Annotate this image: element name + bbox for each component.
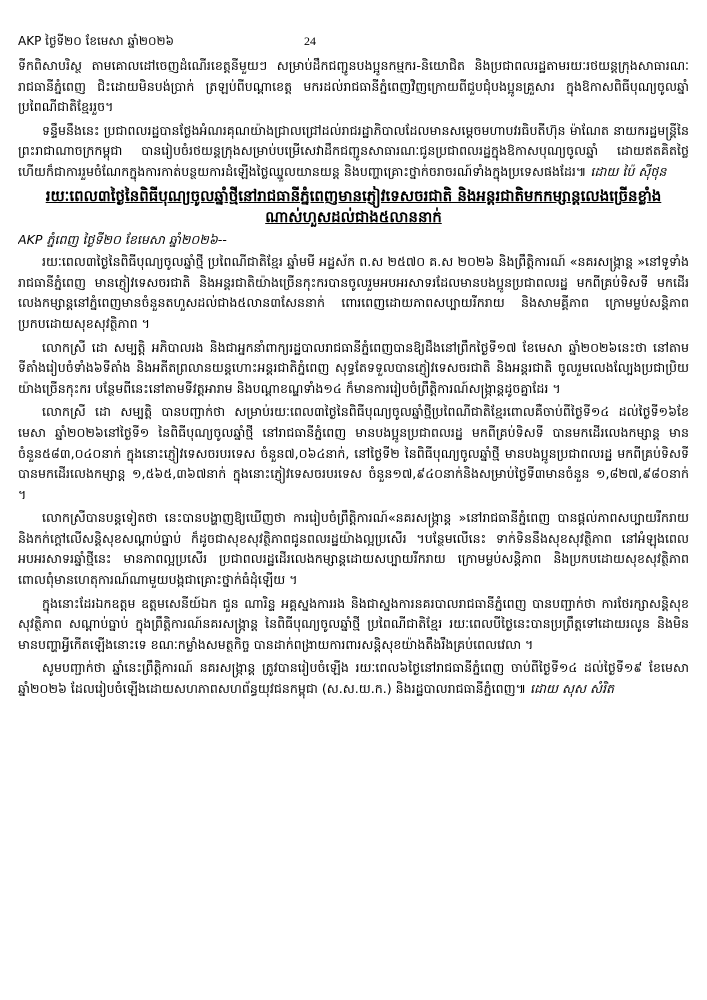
article2-paragraph-4: លោកស្រីបានបន្តទៀតថា នេះបានបង្ហាញឱ្យឃើញថា ការរៀបចំព្រឹត្តិការណ៍«នគរសង្ក្រាន្ត »នៅរាជធានីភ្នំពេញ បានផ្តល់ភាពសប្បាយរីករាយ និងកក់ក្ដៅលើសន្តិសុខសណ្តាប់ធ្នាប់ ក៏ដូចជាសុខសុវត្ថិភាពជូនពលរដ្ឋយ៉ាងល្អប្រសើរ ។បន្ថែមលើនេះ ទាក់ទិននឹងសុខសុវត្ថិភាព នៅអំឡុងពេលអបអរសាទរឆ្នាំថ្មីនេះ មានភាពល្អប្រសើរ ប្រជាពលរដ្ឋដើរលេងកម្សាន្តដោយសប្បាយរីករាយ ក្រោមម្លប់សន្តិភាព និងប្រកបដោយសុខសុវត្ថិភាព ពោលពុំមានហេតុការណ៍ណាមួយបង្កជាគ្រោះថ្នាក់ធំដុំឡើយ ។ [18,510,689,588]
article2-dateline: AKP ភ្នំពេញ ថ្ងៃទី២០ ខែមេសា ឆ្នាំ២០២៦-- [18,231,227,247]
article2-paragraph-2: លោកស្រី ដោ សម្បត្តិ អភិបាលរង និងជាអ្នកនាំពាក្យរដ្ឋបាលរាជធានីភ្នំពេញបានឱ្យដឹងនៅព្រឹកថ្ងៃទី១៧ ខែមេសា ឆ្នាំ២០២៦នេះថា នៅតាមទីតាំងរៀបចំទាំង៦ទីតាំង និងអតីតព្រលានយន្តហោះអន្តរជាតិភ្នំពេញ សុទ្ធតែទទួលបានភ្ញៀវទេសចរជាតិ និងអន្តរជាតិ ចូលរួមលេងល្បែងប្រជាប្រិយ យ៉ាងច្រើនកុះករ បន្ថែមពីនេះនៅតាមទីវត្តអារាម និងបណ្ដាខណ្ឌទាំង១៤ ក៏មានការរៀបចំព្រឹត្តិការណ៍សង្ក្រាន្តដូចគ្នាដែរ ។ [18,339,689,396]
article1-paragraph-2-text: ទន្ទឹមនឹងនេះ ប្រជាពលរដ្ឋបានថ្លែងអំណរគុណយ៉ាងជ្រាលជ្រៅដល់រាជរដ្ឋាភិបាលដែលមានសម្តេចមហាបវរធិបតីហ៊ុន ម៉ាណែត នាយករដ្ឋមន្ត្រីនៃព្រះរាជាណាចក្រកម្ពុជា បានរៀបចំរថយន្តក្រុងសម្រាប់បម្រើសេវាដឹកជញ្ជូនសាធារណៈជូនប្រជាពលរដ្ឋក្នុងឱកាសបុណ្យចូលឆ្នាំ ដោយឥតគិតថ្លៃ ហើយក៏ជាការរួមចំណែកក្នុងការកាត់បន្ថយការដំឡើងថ្លៃឈ្នួលយានយន្ត និងបញ្ហាគ្រោះថ្នាក់ចរាចរណ៍ទាំងក្នុងប្រទេសផងដែរ៕ [18,122,689,179]
header-date: AKP ថ្ងៃទី២០ ខែមេសា ឆ្នាំ២០២៦ [18,34,175,48]
article1-paragraph-1: ទីកពិសាបរិស្ថ តាមគោលដៅចេញដំណើរខេត្តនីមួយៗ សម្រាប់ដឹកជញ្ជូនបងប្អូនកម្មករ-និយោជិត និងប្រជាពលរដ្ឋតាមរយៈរថយន្តក្រុងសាធារណៈរាជធានីភ្នំពេញ ជិះដោយមិនបង់ប្រាក់ ត្រឡប់ពីបណ្តាខេត្ត មករដល់រាជធានីភ្នំពេញវិញក្រោយពីជួបជុំបងប្អូនគ្រួសារ ក្នុងឱកាសពិធីបុណ្យចូលឆ្នាំប្រពៃណីជាតិខ្មែររួច។ [18,58,689,115]
article2-paragraph-6 [18,658,689,699]
article-continued [18,56,689,183]
article2-headline: រយៈពេល៣ថ្ងៃនៃពិធីបុណ្យចូលឆ្នាំថ្មីនៅរាជធានីភ្នំពេញមានភ្ញៀវទេសចរជាតិ និងអន្តរជាតិមកកម្សាន្តលេងច្រើនខ្លាំងណាស់ហួសដល់ជាង៥លាននាក់ [45,186,662,226]
article2-paragraph-1: រយៈពេល៣ថ្ងៃនៃពិធីបុណ្យចូលឆ្នាំថ្មី ប្រពៃណីជាតិខ្មែរ ឆ្នាំមមី អដ្ឋស័ក ព.ស ២៥៧០ គ.ស ២០២៦ និងព្រឹត្តិការណ៍ «នគរសង្ក្រាន្ត »នៅទូទាំងរាជធានីភ្នំពេញ មានភ្ញៀវទេសចរជាតិ និងអន្តរជាតិយ៉ាងច្រើនកុះករបានចូលរួមអបអរសាទរដែលមានបងប្អូនប្រជាពលរដ្ឋ មកពីគ្រប់ទិសទី មកដើរលេងកម្សាន្តនៅភ្នំពេញមានចំនួនតហួសដល់ជាង៥លាន៣សែននាក់ ពោរពេញដោយភាពសប្បាយរីករាយ និងសាមគ្គីភាព ក្រោមម្លប់សន្តិភាពប្រកបដោយសុខសុវត្ថិភាព ។ [18,254,689,331]
page-header [18,32,689,52]
article2-paragraph-3: លោកស្រី ដោ សម្បត្តិ បានបញ្ជាក់ថា សម្រាប់រយៈពេល៣ថ្ងៃនៃពិធីបុណ្យចូលឆ្នាំថ្មីប្រពៃណីជាតិខ្មែរពោលគឺចាប់ពីថ្ងៃទី១៤ ដល់ថ្ងៃទី១៦ខែមេសា ឆ្នាំ២០២៦នៅថ្ងៃទី១ នៃពិធីបុណ្យចូលឆ្នាំថ្មី នៅរាជធានីភ្នំពេញ មានបងប្អូនប្រជាពលរដ្ឋ មកពីគ្រប់ទិសទី បានមកដើរលេងកម្សាន្ត មានចំនួន៥៨៣,០៤០នាក់ ក្នុងនោះភ្ញៀវទេសចរបរទេស ចំនួន៧,០៦៤នាក់, នៅថ្ងៃទី២ នៃពិធីបុណ្យចូលឆ្នាំថ្មី មានបងប្អូនប្រជាពលរដ្ឋ មកពីគ្រប់ទិសទី បានមកដើរលេងកម្សាន្ត ១,៥៦៥,៣៦៧នាក់ ក្នុងនោះភ្ញៀវទេសចរបរទេស ចំនួន១៧,៩៤០នាក់និងសម្រាប់ថ្ងៃទី៣មានចំនួន ១,៨២៧,៩៨០នាក់ ។ [18,404,689,502]
article2-paragraph-6-text: សូមបញ្ជាក់ថា ឆ្នាំនេះព្រឹត្តិការណ៍ នគរសង្ក្រាន្ត ត្រូវបានរៀបចំឡើង រយៈពេល៦ថ្ងៃនៅរាជធានីភ្នំពេញ ចាប់ពីថ្ងៃទី១៤ ដល់ថ្ងៃទី១៩ ខែមេសា ឆ្នាំ២០២៦ ដែលរៀបចំឡើងដោយសហភាពសហព័ន្ធយុវជនកម្ពុជា (ស.ស.យ.ក.) និងរដ្ឋបាលរាជធានីភ្នំពេញ៕ [18,660,689,697]
page-body [18,56,689,994]
article2-paragraph-5: ក្នុងនោះដែរឯកឧត្តម ឧត្តមសេនីយ៍ឯក ជួន ណារិន្ទ អគ្គស្នងការរង និងជាស្នងការនគរបាលរាជធានីភ្នំពេញ បានបញ្ជាក់ថា ការថែរក្សាសន្តិសុខ សុវត្ថិភាព សណ្ដាប់ធ្នាប់ ក្នុងព្រឹត្តិការណ៍នគរសង្ក្រាន្ត នៃពិធីបុណ្យចូលឆ្នាំថ្មី ប្រពៃណីជាតិខ្មែរ រយៈពេលបីថ្ងៃនេះបានប្រព្រឹត្តទៅដោយរលូន និងមិនមានបញ្ហាអ្វីកើតឡើងនោះទេ ខណៈកម្លាំងសមត្ថកិច្ច បានដាក់ពង្រាយការពារសន្តិសុខយ៉ាងតឹងរឹងគ្រប់ពេលវេលា ។ [18,595,689,652]
article1-paragraph-2 [18,121,689,183]
article1-byline: ដោយ ប៉ៃ ស៊ីថុន [590,163,667,179]
page-number: 24 [304,34,316,48]
article2-byline: ដោយ សុស សំរិត [530,681,614,697]
article-new-year-visitors [18,186,689,700]
